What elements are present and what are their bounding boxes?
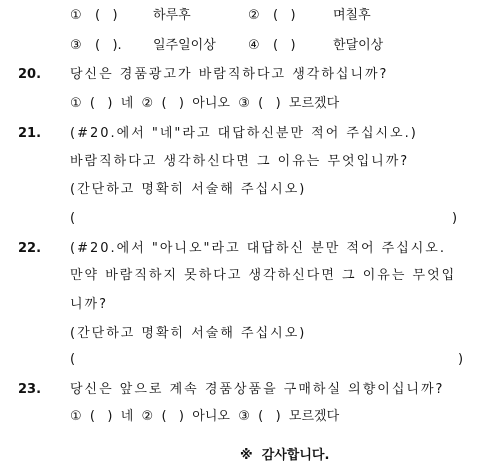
q22-line2: 만약 바람직하지 못하다고 생각하신다면 그 이유는 무엇입 — [70, 268, 457, 283]
option-label-2: 며칠후 — [333, 8, 371, 23]
q21-line3: (간단하고 명확히 서술해 주십시오) — [70, 182, 307, 197]
q23-options: ① ( ) 네 ② ( ) 아니오 ③ ( ) 모르겠다 — [70, 409, 340, 424]
option-blank-4: ( ) — [273, 38, 296, 53]
option-mark-2: ② — [248, 8, 260, 23]
q21-answer-close: ) — [452, 211, 458, 226]
q20-text: 당신은 경품광고가 바람직하다고 생각하십니까? — [70, 67, 389, 82]
q22-line4: (간단하고 명확히 서술해 주십시오) — [70, 326, 307, 341]
q22-line3: 니까? — [70, 297, 109, 312]
q20-number: 20. — [18, 67, 42, 82]
q21-line1: (#20.에서 "네"라고 대답하신분만 적어 주십시오.) — [70, 126, 418, 141]
option-label-3: 일주일이상 — [153, 38, 216, 53]
q23-number: 23. — [18, 382, 42, 397]
q20-options: ① ( ) 네 ② ( ) 아니오 ③ ( ) 모르겠다 — [70, 96, 340, 111]
q21-line2: 바람직하다고 생각하신다면 그 이유는 무엇입니까? — [70, 154, 410, 169]
q21-answer-open: ( — [70, 211, 76, 226]
option-mark-1: ① — [70, 8, 82, 23]
option-label-1: 하루후 — [153, 8, 191, 23]
q23-text: 당신은 앞으로 계속 경품상품을 구매하실 의향이십니까? — [70, 382, 445, 397]
option-blank-3: ( ). — [95, 38, 122, 53]
option-mark-4: ④ — [248, 38, 260, 53]
option-blank-2: ( ) — [273, 8, 296, 23]
option-mark-3: ③ — [70, 38, 82, 53]
option-blank-1: ( ) — [95, 8, 118, 23]
q22-answer-close: ) — [458, 352, 464, 367]
closing-thanks: ※ 감사합니다. — [240, 448, 330, 463]
q21-number: 21. — [18, 126, 42, 141]
option-label-4: 한달이상 — [333, 38, 384, 53]
q22-number: 22. — [18, 241, 42, 256]
q22-answer-open: ( — [70, 352, 76, 367]
q22-line1: (#20.에서 "아니오"라고 대답하신 분만 적어 주십시오. — [70, 241, 446, 256]
